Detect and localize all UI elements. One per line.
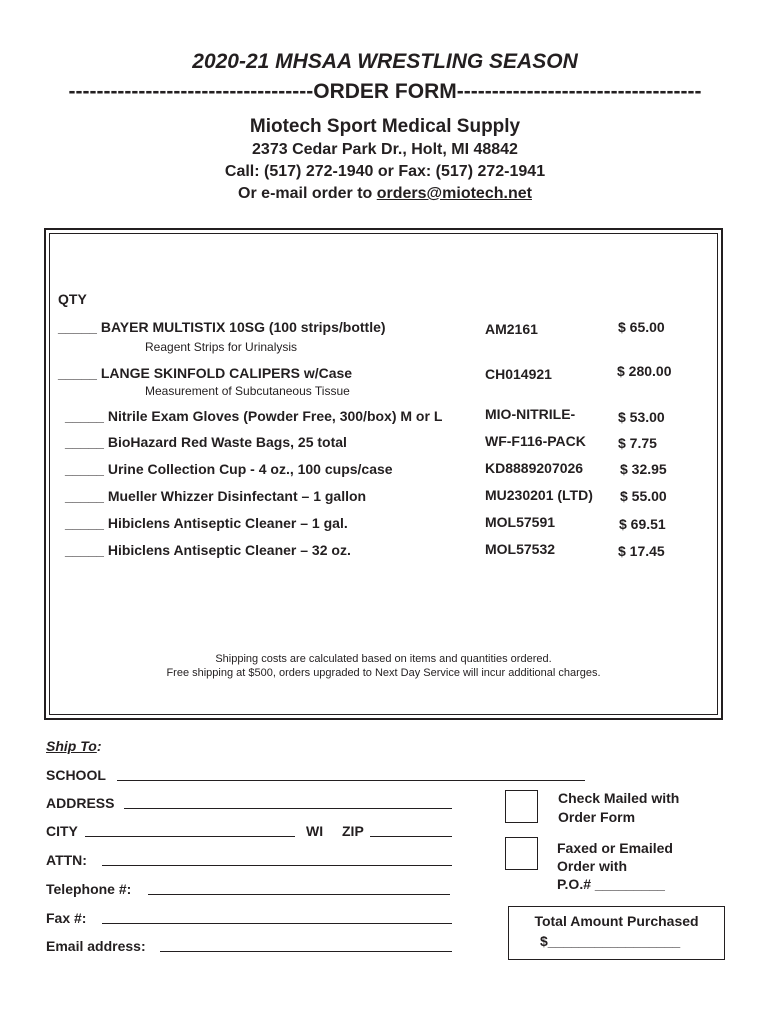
product-price: $ 53.00 [618, 409, 665, 425]
product-subtitle: Measurement of Subcutaneous Tissue [145, 384, 350, 398]
qty-blank[interactable]: _____ [65, 434, 104, 450]
product-name: Hibiclens Antiseptic Cleaner – 1 gal. [107, 515, 348, 531]
product-row [58, 319, 386, 335]
qty-blank[interactable]: _____ [58, 365, 97, 381]
product-name: Nitrile Exam Gloves (Powder Free, 300/box) M or L [107, 408, 443, 424]
product-code: WF-F116-PACK [485, 433, 586, 449]
product-subtitle: Reagent Strips for Urinalysis [145, 340, 298, 354]
product-code: CH014921 [485, 366, 552, 382]
product-code: MIO-NITRILE- [485, 406, 576, 422]
form-title: 2020-21 MHSAA WRESTLING SEASON [192, 50, 578, 73]
city-label: CITY [46, 823, 78, 839]
email-input-line[interactable] [160, 951, 452, 952]
product-name: LANGE SKINFOLD CALIPERS w/Case [100, 365, 353, 381]
zip-label: ZIP [342, 823, 364, 839]
ship-to-colon: : [96, 738, 102, 754]
product-price: $ 7.75 [618, 435, 657, 451]
product-name: BAYER MULTISTIX 10SG (100 strips/bottle) [100, 319, 386, 335]
product-row [65, 515, 348, 531]
school-label: SCHOOL [46, 767, 106, 783]
attn-label: ATTN: [46, 852, 87, 868]
product-price: $ 280.00 [617, 363, 672, 379]
check-mailed-label-1: Check Mailed with [558, 790, 680, 806]
product-row [65, 542, 351, 558]
attn-input-line[interactable] [102, 865, 452, 866]
product-price: $ 32.95 [620, 461, 667, 477]
order-form-heading: -----------------------------------ORDER FORM----------------------------------- [68, 80, 702, 103]
qty-blank[interactable]: _____ [65, 515, 104, 531]
company-address: 2373 Cedar Park Dr., Holt, MI 48842 [252, 141, 518, 158]
faxed-emailed-label-2: Order with [557, 858, 628, 874]
company-name: Miotech Sport Medical Supply [249, 116, 521, 137]
qty-blank[interactable]: _____ [65, 542, 104, 558]
product-row [65, 461, 393, 477]
company-phone: Call: (517) 272-1940 or Fax: (517) 272-1941 [224, 163, 546, 180]
qty-blank[interactable]: _____ [58, 319, 97, 335]
faxed-emailed-checkbox[interactable] [505, 837, 538, 870]
total-amount-field[interactable]: $_________________ [540, 933, 681, 949]
telephone-input-line[interactable] [148, 894, 450, 895]
qty-blank[interactable]: _____ [65, 408, 104, 424]
shipping-note-line-2: Free shipping at $500, orders upgraded to Next Day Service will incur additional charges. [166, 667, 601, 679]
fax-input-line[interactable] [102, 923, 452, 924]
product-row [58, 365, 352, 381]
city-input-line[interactable] [85, 836, 295, 837]
check-mailed-label-2: Order Form [558, 809, 636, 825]
school-input-line[interactable] [117, 780, 585, 781]
po-number-field[interactable]: P.O.# _________ [557, 876, 665, 892]
qty-blank[interactable]: _____ [65, 461, 104, 477]
product-name: BioHazard Red Waste Bags, 25 total [107, 434, 347, 450]
product-code: MOL57591 [485, 514, 556, 530]
product-price: $ 55.00 [620, 488, 667, 504]
email-prefix: Or e-mail order to [238, 185, 377, 202]
address-label: ADDRESS [46, 795, 115, 811]
product-code: MOL57532 [485, 541, 556, 557]
address-input-line[interactable] [124, 808, 452, 809]
email-label: Email address: [46, 938, 146, 954]
product-row [65, 408, 442, 424]
product-row [65, 488, 366, 504]
product-name: Mueller Whizzer Disinfectant – 1 gallon [107, 488, 367, 504]
product-price: $ 17.45 [618, 543, 665, 559]
product-code: KD8889207026 [485, 460, 584, 476]
qty-blank[interactable]: _____ [65, 488, 104, 504]
qty-column-label: QTY [58, 291, 87, 307]
ship-to-heading [46, 738, 101, 754]
product-price: $ 69.51 [619, 516, 666, 532]
product-price: $ 65.00 [618, 319, 665, 335]
state-label: WI [306, 823, 324, 839]
company-email-line [0, 185, 770, 203]
zip-input-line[interactable] [370, 836, 452, 837]
product-name: Urine Collection Cup - 4 oz., 100 cups/case [107, 461, 393, 477]
faxed-emailed-label-1: Faxed or Emailed [557, 840, 673, 856]
total-amount-label: Total Amount Purchased [534, 913, 699, 929]
product-name: Hibiclens Antiseptic Cleaner – 32 oz. [107, 542, 351, 558]
shipping-note-line-1: Shipping costs are calculated based on items and quantities ordered. [215, 653, 552, 665]
telephone-label: Telephone #: [46, 881, 132, 897]
product-row [65, 434, 347, 450]
fax-label: Fax #: [46, 910, 87, 926]
product-code: AM2161 [485, 321, 538, 337]
check-mailed-checkbox[interactable] [505, 790, 538, 823]
product-code: MU230201 (LTD) [485, 487, 593, 503]
email-link[interactable]: orders@miotech.net [376, 185, 532, 202]
ship-to-label: Ship To [46, 738, 97, 754]
